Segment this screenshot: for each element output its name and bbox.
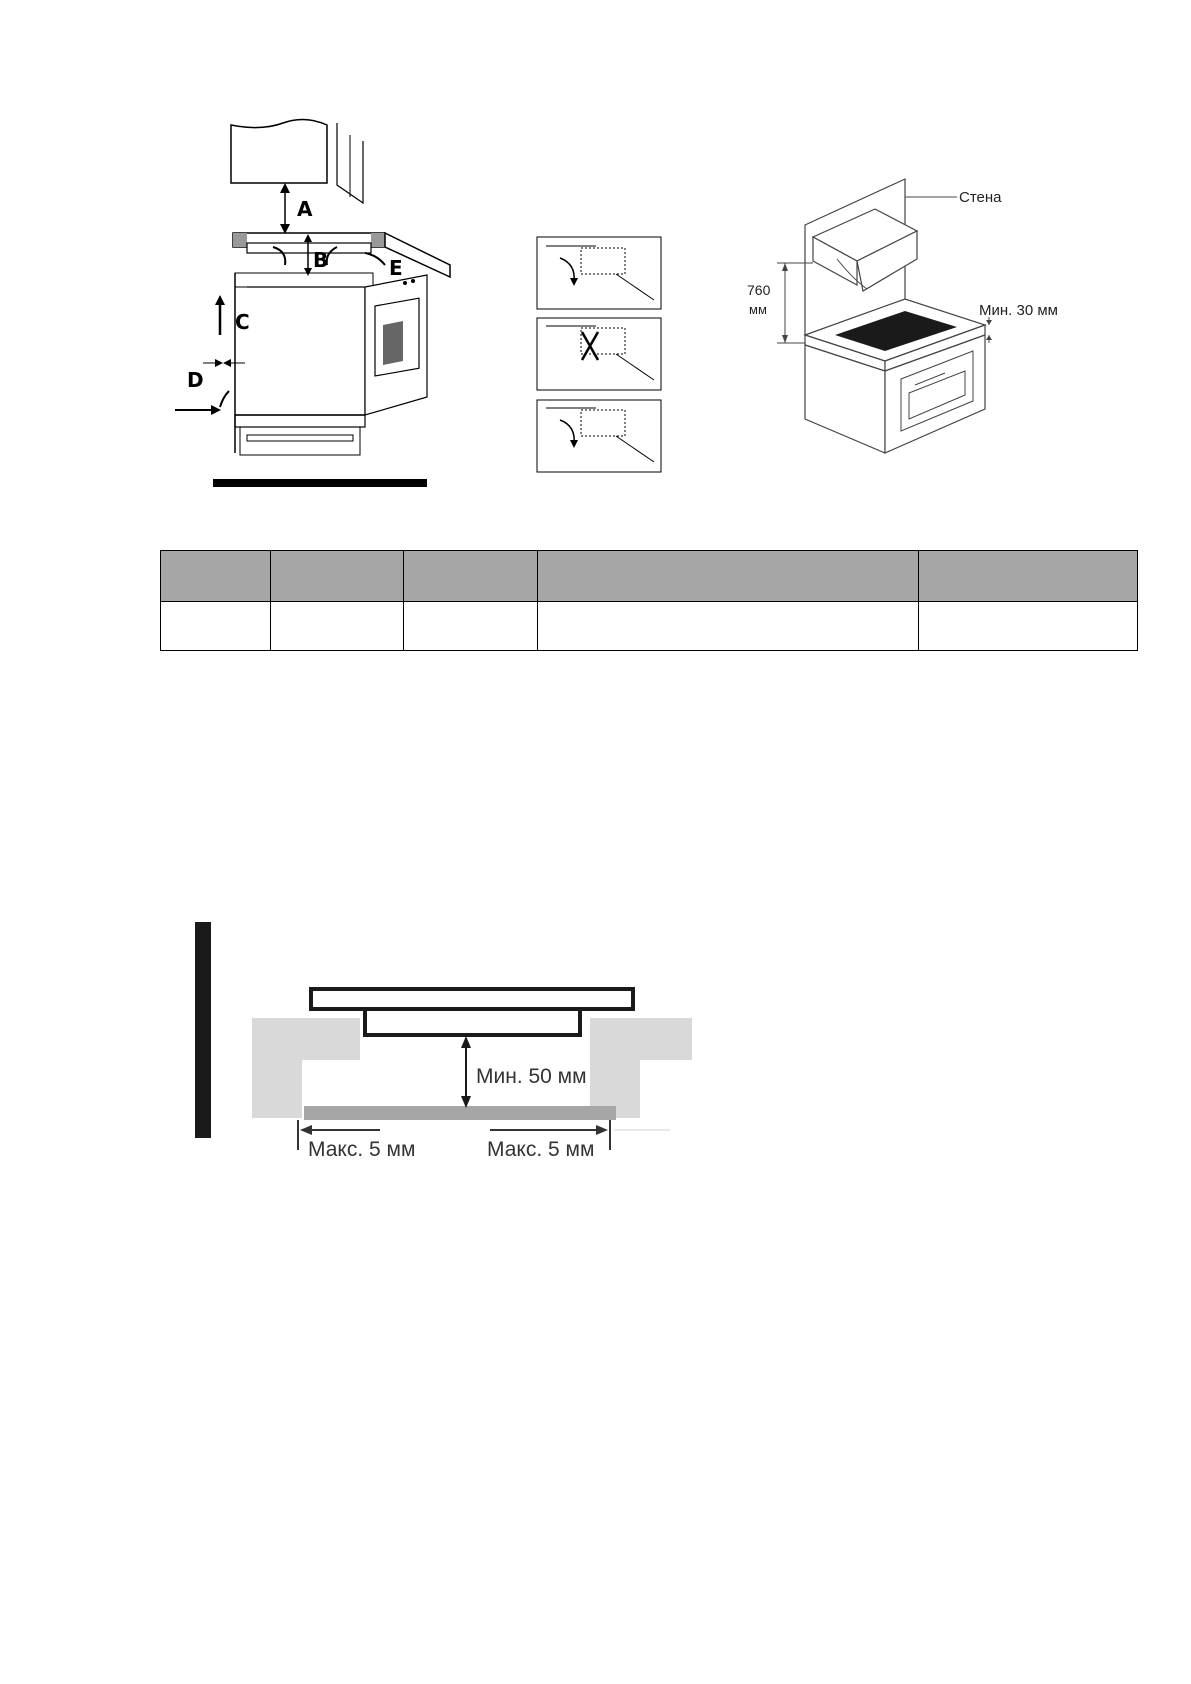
max-right-arrow bbox=[490, 1125, 608, 1135]
airflow-panel-1 bbox=[537, 237, 661, 309]
worktop-right bbox=[590, 1018, 692, 1118]
label-c: C bbox=[235, 310, 250, 334]
max-left-arrow bbox=[300, 1125, 380, 1135]
table-header-row bbox=[161, 551, 1138, 602]
dimension-a-arrow bbox=[280, 183, 290, 234]
table-row bbox=[161, 602, 1138, 651]
clearance-table bbox=[160, 550, 1138, 651]
min-gap-label: Мин. 50 мм bbox=[476, 1065, 587, 1088]
table-cell bbox=[918, 602, 1137, 651]
table-cell bbox=[404, 602, 538, 651]
wall-label: Стена bbox=[959, 189, 1002, 206]
table-header-cell bbox=[537, 551, 918, 602]
table-header-cell bbox=[161, 551, 271, 602]
worktop-left bbox=[252, 1018, 360, 1118]
table-header-cell bbox=[404, 551, 538, 602]
max-left-label: Макс. 5 мм bbox=[308, 1138, 416, 1161]
hob-top bbox=[311, 989, 633, 1009]
height-value: 760 bbox=[747, 282, 771, 298]
dimension-b-arrow bbox=[304, 234, 312, 276]
height-unit: мм bbox=[749, 302, 767, 317]
hob-body bbox=[365, 1009, 580, 1035]
gap-label: Мин. 30 мм bbox=[979, 302, 1058, 319]
table-cell bbox=[270, 602, 404, 651]
airflow-panels bbox=[536, 236, 662, 474]
label-d: D bbox=[187, 368, 204, 392]
shelf bbox=[304, 1106, 616, 1120]
label-e: E bbox=[389, 256, 403, 280]
hob-cutout-section-diagram bbox=[190, 920, 710, 1170]
hob-installation-diagram bbox=[745, 175, 1090, 465]
min-gap-arrow bbox=[461, 1036, 471, 1108]
clearance-diagram bbox=[165, 115, 475, 490]
airflow-panel-3 bbox=[537, 400, 661, 472]
table-header-cell bbox=[918, 551, 1137, 602]
side-wall bbox=[195, 922, 211, 1138]
table-cell bbox=[537, 602, 918, 651]
wall-cabinet bbox=[231, 119, 327, 183]
label-b: B bbox=[313, 248, 329, 272]
label-a: A bbox=[297, 197, 313, 221]
max-right-label: Макс. 5 мм bbox=[487, 1138, 595, 1161]
airflow-panel-2 bbox=[537, 318, 661, 390]
table-header-cell bbox=[270, 551, 404, 602]
dimension-c-arrow bbox=[203, 359, 245, 367]
table-cell bbox=[161, 602, 271, 651]
